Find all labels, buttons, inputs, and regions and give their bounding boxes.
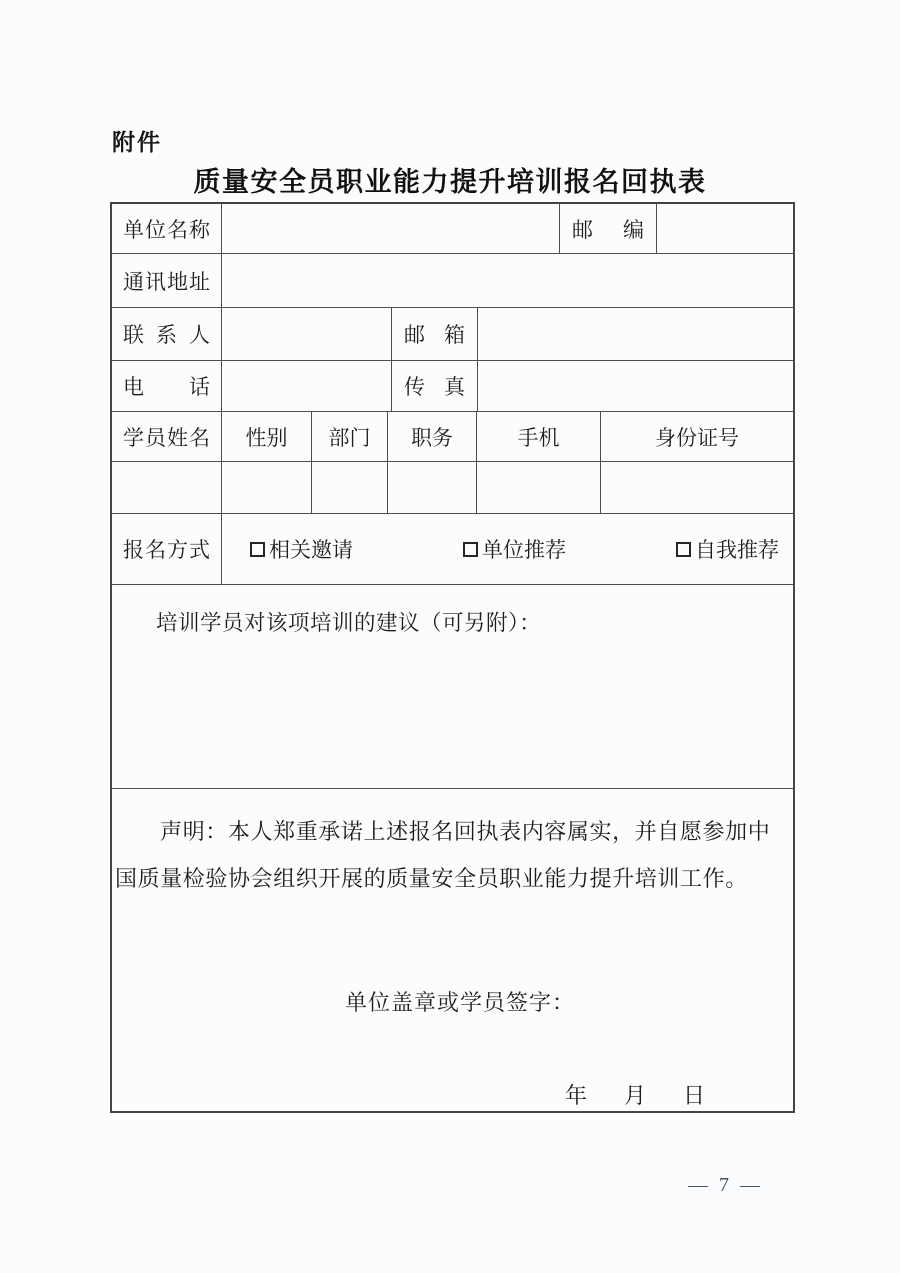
page-title: 质量安全员职业能力提升培训报名回执表	[193, 167, 707, 197]
page-number: — 7 —	[688, 1174, 763, 1196]
contact-label: 联系人	[123, 323, 210, 347]
option-unit-recommendation-label: 单位推荐	[482, 538, 566, 562]
gender-header: 性别	[245, 425, 288, 450]
mobile-header: 手机	[517, 425, 560, 450]
suggestions-cell[interactable]	[112, 585, 793, 788]
contact-value-cell[interactable]	[222, 308, 392, 360]
registration-form-table	[110, 202, 795, 1113]
unit-name-label-cell	[112, 204, 222, 253]
postal-code-value-cell[interactable]	[657, 204, 793, 253]
registration-options-cell	[222, 514, 793, 584]
student-name-input-cell[interactable]	[112, 462, 222, 513]
unit-name-value-cell[interactable]	[222, 204, 560, 253]
mobile-header-cell	[477, 412, 601, 461]
suggestions-label: 培训学员对该项培训的建议（可另附）：	[156, 611, 542, 635]
unit-name-label: 单位名称	[123, 217, 210, 242]
mobile-input-cell[interactable]	[477, 462, 601, 513]
row-phone	[112, 361, 793, 412]
address-label-cell	[112, 254, 222, 307]
address-value-cell[interactable]	[222, 254, 793, 307]
date-month-label[interactable]: 月	[623, 1083, 646, 1108]
row-contact	[112, 308, 793, 361]
student-table-row	[112, 462, 793, 514]
registration-method-label: 报名方式	[123, 538, 210, 562]
department-header: 部门	[328, 425, 371, 450]
option-self-recommendation[interactable]	[676, 534, 779, 564]
option-related-invitation-label: 相关邀请	[269, 538, 353, 562]
student-name-header: 学员姓名	[123, 425, 210, 450]
attachment-label: 附件	[112, 130, 162, 155]
option-self-recommendation-label: 自我推荐	[695, 538, 779, 562]
row-suggestions	[112, 585, 793, 789]
fax-label-cell	[392, 361, 478, 411]
department-input-cell[interactable]	[312, 462, 388, 513]
phone-label-cell	[112, 361, 222, 411]
department-header-cell	[312, 412, 388, 461]
fax-label: 传真	[404, 375, 465, 399]
id-number-input-cell[interactable]	[601, 462, 793, 513]
date-year-label[interactable]: 年	[564, 1083, 587, 1108]
declaration-text: 声明：本人郑重承诺上述报名回执表内容属实，并自愿参加中国质量检验协会组织开展的质量安全员职业能力提升培训工作。	[115, 819, 771, 891]
position-header-cell	[388, 412, 477, 461]
checkbox-icon[interactable]	[250, 542, 265, 557]
postal-code-label-cell	[560, 204, 657, 253]
option-unit-recommendation[interactable]	[463, 534, 566, 564]
signature-label[interactable]: 单位盖章或学员签字：	[345, 990, 576, 1015]
option-related-invitation[interactable]	[250, 534, 353, 564]
row-unit-name	[112, 204, 793, 254]
phone-value-cell[interactable]	[222, 361, 392, 411]
position-header: 职务	[411, 425, 453, 450]
row-student-headers	[112, 412, 793, 462]
row-address	[112, 254, 793, 308]
id-number-header-cell	[601, 412, 793, 461]
postal-code-label: 邮编	[572, 217, 644, 242]
date-line	[565, 1079, 705, 1110]
row-declaration	[112, 789, 793, 1111]
row-registration-method	[112, 514, 793, 585]
checkbox-icon[interactable]	[676, 542, 691, 557]
email-value-cell[interactable]	[478, 308, 793, 360]
student-name-header-cell	[112, 412, 222, 461]
address-label: 通讯地址	[123, 269, 210, 294]
date-day-label[interactable]: 日	[682, 1083, 705, 1108]
gender-input-cell[interactable]	[222, 462, 312, 513]
contact-label-cell	[112, 308, 222, 360]
id-number-header: 身份证号	[655, 425, 739, 450]
checkbox-icon[interactable]	[463, 542, 478, 557]
registration-method-label-cell	[112, 514, 222, 584]
fax-value-cell[interactable]	[478, 361, 793, 411]
email-label-cell	[392, 308, 478, 360]
email-label: 邮箱	[404, 323, 465, 347]
position-input-cell[interactable]	[388, 462, 477, 513]
phone-label: 电话	[123, 375, 210, 399]
gender-header-cell	[222, 412, 312, 461]
